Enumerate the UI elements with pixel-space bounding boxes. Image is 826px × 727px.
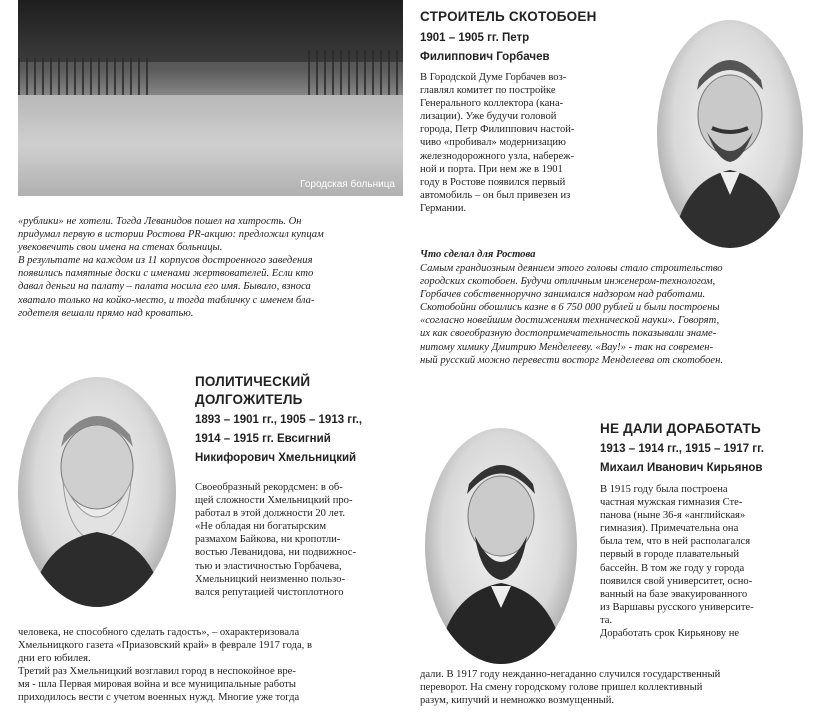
- text-line: частная мужская гимназия Сте-: [600, 497, 743, 509]
- text-line: главлял комитет по постройке: [420, 85, 556, 97]
- text-line: приходилось вести с учетом военных нужд. Многие уже тогда: [18, 692, 300, 704]
- text-line: автомобиль – он был привезен из: [420, 189, 571, 201]
- kiryanov-text-right: [600, 483, 815, 640]
- text-line: панова (ныне 36-я «английская»: [600, 510, 746, 522]
- text-line: Германии.: [420, 202, 467, 214]
- text-line: появились памятные доски с именами жертвователей. Если кто: [18, 268, 314, 280]
- text-line: железнодорожного узла, набереж-: [420, 150, 575, 162]
- text-line: Третий раз Хмельницкий возглавил город в неспокойное вре-: [18, 666, 296, 678]
- text-line: переворот. На смену городскому голове пришел коллективный: [420, 682, 703, 694]
- text-line: придумал первую в истории Ростова PR-акцию: предложил купцам: [18, 229, 324, 241]
- khmelnitsky-title-1: ПОЛИТИЧЕСКИЙ: [195, 374, 311, 389]
- text-line: «рублики» не хотели. Тогда Леванидов пошел на хитрость. Он: [18, 216, 302, 227]
- text-line: востью Леванидова, ни подвижнос-: [195, 547, 356, 559]
- text-line: лизации). Уже будучи головой: [420, 111, 557, 123]
- kiryanov-portrait: [425, 428, 577, 664]
- gorbachev-portrait: [657, 20, 803, 248]
- khmelnitsky-portrait-drawing: [18, 377, 176, 607]
- text-line: Скотобойни обошлись казне в 6 750 000 рублей и были построены: [420, 302, 720, 314]
- text-line: щей сложности Хмельницкий про-: [195, 495, 353, 507]
- text-line: разум, кипучий и немножко возмущенный.: [420, 695, 615, 707]
- text-line: из Варшавы русского университе-: [600, 601, 754, 613]
- text-line: Горбачев собственноручно занимался надзором над работами.: [420, 289, 706, 301]
- text-line: первый в городе плавательный: [600, 549, 740, 561]
- text-line: вался репутацией чистоплотного: [195, 586, 344, 598]
- khmelnitsky-title-2: ДОЛГОЖИТЕЛЬ: [195, 392, 303, 407]
- text-line: нитому химику Дмитрию Менделееву. «Вау!» - так на современ-: [420, 341, 713, 353]
- khmelnitsky-text-full: [18, 626, 408, 705]
- text-line: та.: [600, 614, 613, 626]
- text-line: мя - шла Первая мировая война и все муниципальные работы: [18, 679, 297, 691]
- hospital-photo: [18, 0, 403, 196]
- text-line: В 1915 году была построена: [600, 484, 728, 495]
- text-line: человека, не способного сделать гадость», – охарактеризовала: [18, 627, 300, 638]
- text-line: города, Петр Филиппович настой-: [420, 124, 575, 136]
- text-line: Хмельницкого газета «Приазовский край» в феврале 1917 года, в: [18, 640, 312, 652]
- khmelnitsky-subtitle-2: 1914 – 1915 гг. Евсигний: [195, 433, 331, 445]
- left-top-text: [18, 215, 408, 320]
- text-line: дни его юбилея.: [18, 653, 91, 665]
- text-line: работал в этой должности 20 лет.: [195, 508, 346, 520]
- gorbachev-portrait-drawing: [657, 20, 803, 248]
- text-line: «Не обладая ни богатырским: [195, 521, 327, 533]
- text-line: давал деньги на палату – палата носила его имя. Бывало, взноса: [18, 281, 311, 293]
- text-line: размахом Байкова, ни кропотли-: [195, 534, 341, 546]
- photo-fence-left: [18, 58, 148, 98]
- text-line: Самым грандиозным деянием этого головы стало строительство: [420, 263, 723, 274]
- text-line: дали. В 1917 году нежданно-негаданно случился государственный: [420, 669, 721, 680]
- text-line: бассейн. В том же году у города: [600, 562, 745, 574]
- kiryanov-subtitle-2: Михаил Иванович Кирьянов: [600, 462, 763, 474]
- text-line: чиво «пробивал» модернизацию: [420, 137, 566, 149]
- kiryanov-title: НЕ ДАЛИ ДОРАБОТАТЬ: [600, 421, 761, 436]
- text-line: «согласно новейшим достижениям технической науки». Говорят,: [420, 315, 720, 327]
- gorbachev-text: [420, 71, 650, 215]
- gorbachev-subtitle-1: 1901 – 1905 гг. Петр: [420, 32, 530, 44]
- text-line: Доработать срок Кирьянову не: [600, 628, 740, 640]
- text-line: ванный на базе эвакуированного: [600, 588, 748, 600]
- text-line: годетеля вешали прямо над кроватью.: [18, 307, 194, 319]
- kiryanov-portrait-drawing: [425, 428, 577, 664]
- text-line: году в Ростове появился первый: [420, 176, 566, 188]
- text-line: увековечить свои имена на стенах больницы.: [18, 242, 223, 254]
- gorbachev-done-label: Что сделал для Ростова: [420, 249, 536, 260]
- kiryanov-text-full: [420, 668, 820, 707]
- text-line: ной и порта. При нем же в 1901: [420, 163, 563, 175]
- text-line: городских скотобоен. Будучи отличным инженером-технологом,: [420, 276, 716, 288]
- gorbachev-subtitle-2: Филиппович Горбачев: [420, 51, 550, 63]
- text-line: В результате на каждом из 11 корпусов достроенного заведения: [18, 255, 313, 267]
- text-line: хватало только на койко-место, и тогда табличку с именем бла-: [18, 294, 315, 306]
- khmelnitsky-text-right: [195, 481, 410, 599]
- khmelnitsky-subtitle-1: 1893 – 1901 гг., 1905 – 1913 гг.,: [195, 414, 363, 426]
- photo-caption: Городская больница: [300, 179, 395, 190]
- text-line: тью и эластичностью Горбачева,: [195, 560, 342, 572]
- gorbachev-done-text: [420, 262, 810, 367]
- text-line: была тем, что в ней располагался: [600, 536, 751, 548]
- text-line: Генерального коллектора (кана-: [420, 98, 564, 110]
- khmelnitsky-portrait: [18, 377, 176, 607]
- text-line: ный русский можно перевести восторг Менделеева от скотобоен.: [420, 354, 723, 366]
- text-line: появился свой университет, осно-: [600, 575, 753, 587]
- kiryanov-subtitle-1: 1913 – 1914 гг., 1915 – 1917 гг.: [600, 443, 764, 455]
- text-line: В Городской Думе Горбачев воз-: [420, 72, 567, 83]
- text-line: гимназия). Примечательна она: [600, 523, 739, 535]
- text-line: Своеобразный рекордсмен: в об-: [195, 482, 343, 493]
- gorbachev-title: СТРОИТЕЛЬ СКОТОБОЕН: [420, 9, 597, 24]
- khmelnitsky-subtitle-3: Никифорович Хмельницкий: [195, 452, 357, 464]
- text-line: их как своеобразную достопримечательность показывали знаме-: [420, 328, 717, 340]
- text-line: Хмельницкий неизменно пользо-: [195, 573, 345, 585]
- photo-fence-right: [308, 50, 403, 100]
